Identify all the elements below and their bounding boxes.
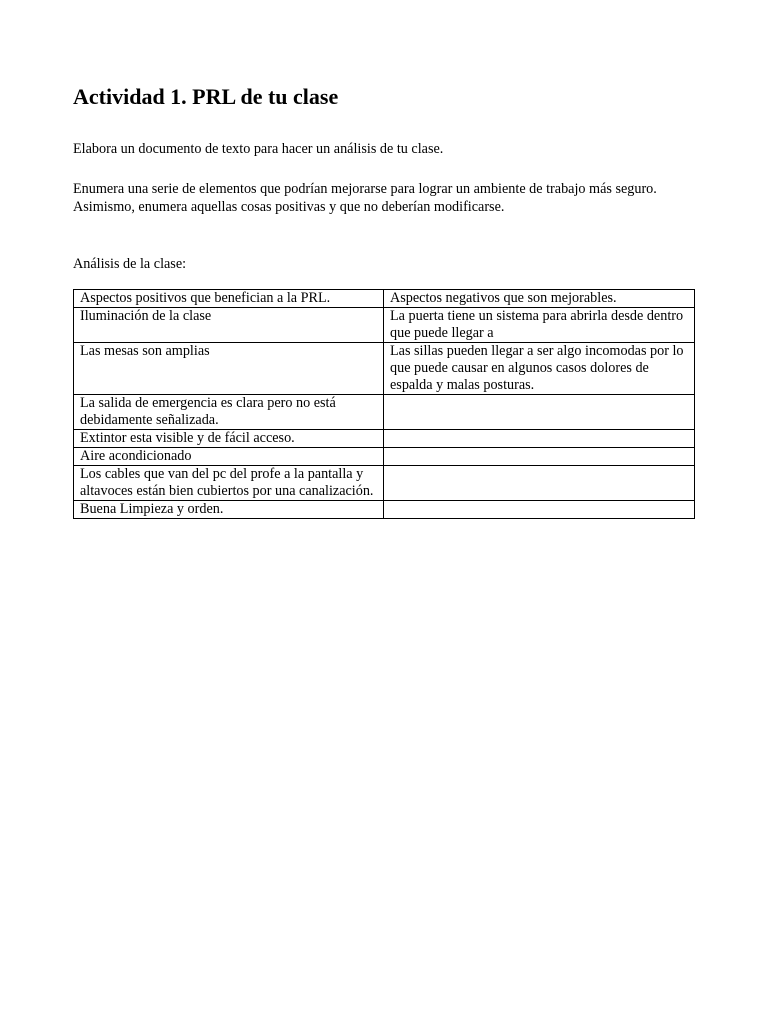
positive-cell: Iluminación de la clase	[74, 308, 384, 343]
negative-cell	[384, 448, 695, 466]
document-title: Actividad 1. PRL de tu clase	[73, 84, 339, 109]
positive-cell: Extintor esta visible y de fácil acceso.	[74, 430, 384, 448]
table-row	[74, 466, 695, 501]
table-row	[74, 308, 695, 343]
positive-cell: Las mesas son amplias	[74, 343, 384, 395]
analysis-table	[73, 289, 695, 519]
negative-cell	[384, 466, 695, 501]
negative-cell	[384, 395, 695, 430]
header-negative: Aspectos negativos que son mejorables.	[384, 290, 695, 308]
table-header-row	[74, 290, 695, 308]
positive-cell: Buena Limpieza y orden.	[74, 501, 384, 519]
positive-cell: Los cables que van del pc del profe a la pantalla y altavoces están bien cubiertos por una canalización.	[74, 466, 384, 501]
table-row	[74, 395, 695, 430]
table-row	[74, 448, 695, 466]
instruction-paragraph: Elabora un documento de texto para hacer un análisis de tu clase.	[73, 141, 444, 157]
analysis-heading: Análisis de la clase:	[73, 256, 187, 272]
table-row	[74, 501, 695, 519]
negative-cell	[384, 501, 695, 519]
description-paragraph: Enumera una serie de elementos que podrían mejorarse para lograr un ambiente de trabajo más seguro. Asimismo, enumera aquellas cosas positivas y que no deberían modificarse.	[73, 181, 657, 215]
header-positive: Aspectos positivos que benefician a la PRL.	[74, 290, 384, 308]
negative-cell: Las sillas pueden llegar a ser algo incomodas por lo que puede causar en algunos casos dolores de espalda y malas posturas.	[384, 343, 695, 395]
table-row	[74, 430, 695, 448]
negative-cell: La puerta tiene un sistema para abrirla desde dentro que puede llegar a	[384, 308, 695, 343]
negative-cell	[384, 430, 695, 448]
table-row	[74, 343, 695, 395]
positive-cell: Aire acondicionado	[74, 448, 384, 466]
positive-cell: La salida de emergencia es clara pero no está debidamente señalizada.	[74, 395, 384, 430]
